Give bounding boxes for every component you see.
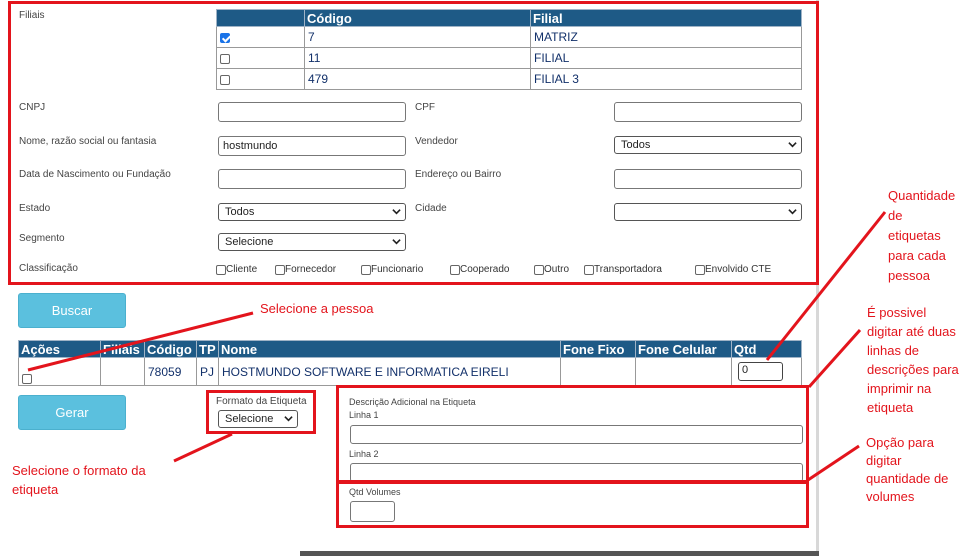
segmento-label: Segmento (19, 233, 65, 244)
filiais-col-filial: Filial (531, 10, 802, 27)
nome-label: Nome, razão social ou fantasia (19, 136, 157, 147)
qtd-input[interactable]: 0 (738, 362, 783, 381)
formato-select-value: Selecione (225, 413, 274, 425)
arrow-opcao (808, 446, 859, 480)
codigo-cell: 78059 (145, 358, 197, 386)
filiais-col-codigo: Código (305, 10, 531, 27)
cidade-label: Cidade (415, 203, 447, 214)
segmento-select-value: Selecione (225, 236, 274, 248)
classificacao-fornecedor[interactable]: Fornecedor (275, 264, 336, 275)
classificacao-cliente[interactable]: Cliente (216, 264, 257, 275)
vendedor-select-value: Todos (621, 139, 651, 151)
nome-cell: HOSTMUNDO SOFTWARE E INFORMATICA EIRELI (219, 358, 561, 386)
cpf-label: CPF (415, 102, 435, 113)
arrow-possivel (809, 330, 860, 387)
qtd-volumes-label: Qtd Volumes (349, 487, 401, 497)
col-tp: TP (197, 341, 219, 358)
col-codigo: Código (145, 341, 197, 358)
filial-codigo: 479 (305, 69, 531, 90)
gerar-button[interactable]: Gerar (18, 395, 126, 430)
arrow-formato (174, 434, 232, 461)
annotation-opcao: Opção para digitar quantidade de volumes (866, 435, 949, 504)
linha1-label: Linha 1 (349, 410, 379, 420)
formato-label: Formato da Etiqueta (216, 396, 307, 407)
col-fone-fixo: Fone Fixo (561, 341, 636, 358)
estado-select-value: Todos (225, 206, 255, 218)
annotation-possivel: É possivel digitar até duas linhas de descrições para imprimir na etiqueta (867, 305, 959, 415)
cnpj-label: CNPJ (19, 102, 46, 113)
col-fone-celular: Fone Celular (636, 341, 732, 358)
col-filiais: Filiais (101, 341, 145, 358)
classificacao-outro[interactable]: Outro (534, 264, 569, 275)
descricao-label: Descrição Adicional na Etiqueta (349, 397, 476, 407)
nome-input[interactable]: hostmundo (218, 136, 406, 156)
classificacao-envolvido-cte[interactable]: Envolvido CTE (695, 264, 771, 275)
col-acoes: Ações (19, 341, 101, 358)
filial-codigo: 7 (305, 27, 531, 48)
col-nome: Nome (219, 341, 561, 358)
filial-nome: MATRIZ (531, 27, 802, 48)
filiais-label: Filiais (19, 10, 45, 21)
nascimento-label: Data de Nascimento ou Fundação (19, 169, 171, 180)
filial-codigo: 11 (305, 48, 531, 69)
annotation-quantidade: Quantidade de etiquetas para cada pessoa (888, 188, 956, 283)
linha2-label: Linha 2 (349, 449, 379, 459)
classificacao-label: Classificação (19, 263, 78, 274)
tp-cell: PJ (197, 358, 219, 386)
annotation-selecione-pessoa: Selecione a pessoa (260, 301, 374, 316)
classificacao-transportadora[interactable]: Transportadora (584, 264, 662, 275)
annotation-selecione-formato: Selecione o formato da etiqueta (12, 463, 146, 497)
classificacao-funcionario[interactable]: Funcionario (361, 264, 423, 275)
arrow-selecione-pessoa (28, 313, 253, 370)
endereco-label: Endereço ou Bairro (415, 169, 502, 180)
filial-nome: FILIAL 3 (531, 69, 802, 90)
classificacao-cooperado[interactable]: Cooperado (450, 264, 509, 275)
buscar-button[interactable]: Buscar (18, 293, 126, 328)
col-qtd: Qtd (732, 341, 802, 358)
filial-nome: FILIAL (531, 48, 802, 69)
estado-label: Estado (19, 203, 51, 214)
vendedor-label: Vendedor (415, 136, 458, 147)
